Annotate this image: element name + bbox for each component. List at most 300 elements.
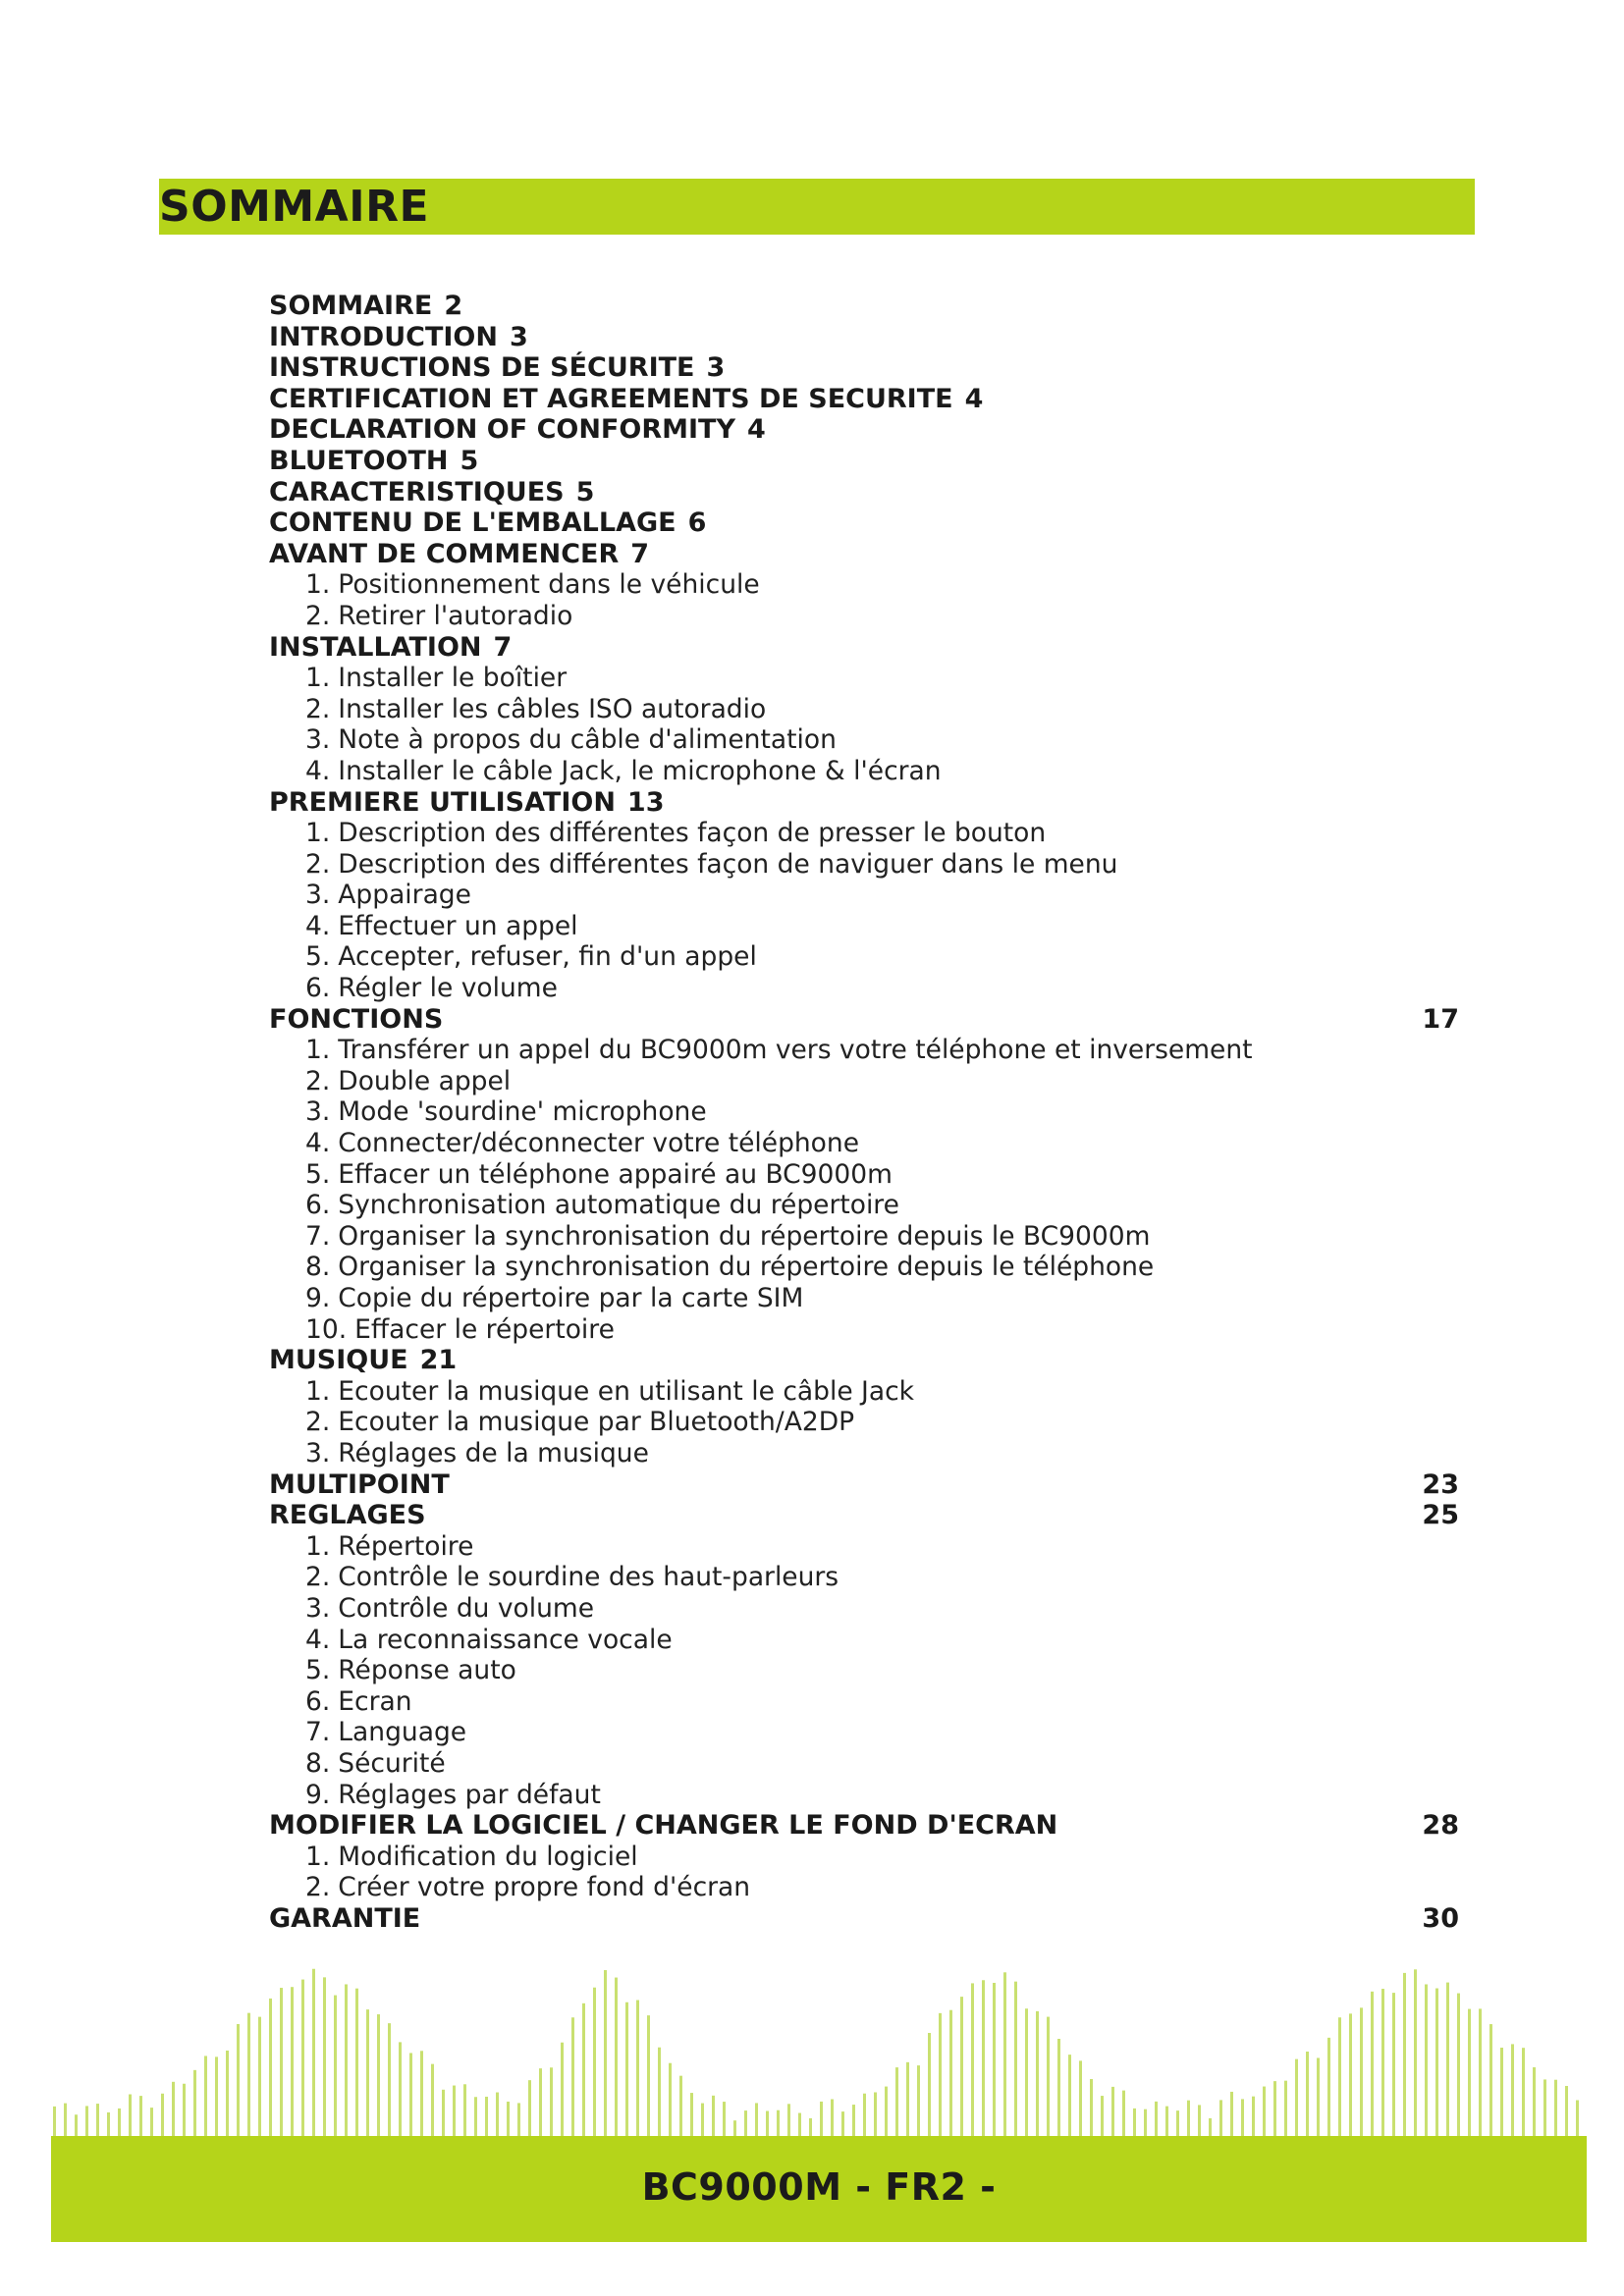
equalizer-bar: [1057, 2039, 1060, 2136]
toc-subitem: [269, 1748, 1459, 1780]
equalizer-bar: [172, 2082, 175, 2136]
toc-section: [269, 384, 1459, 415]
equalizer-bar: [1306, 2052, 1309, 2136]
equalizer-bar: [118, 2109, 121, 2136]
toc-section: [269, 1004, 1459, 1036]
equalizer-bar: [1435, 1989, 1438, 2136]
toc-section: [269, 1469, 1459, 1501]
equalizer-bar: [1133, 2109, 1136, 2136]
equalizer-bar: [215, 2056, 218, 2136]
equalizer-bar: [334, 1996, 337, 2136]
footer-text: BC9000M - FR2 -: [641, 2165, 997, 2209]
toc-subitem-number: 10.: [305, 1313, 348, 1345]
equalizer-bar: [982, 1980, 985, 2136]
equalizer-bar: [593, 1988, 596, 2136]
toc-subitem-label: Description des différentes façon de naviguer dans le menu: [338, 848, 1118, 880]
equalizer-bar: [183, 2084, 186, 2136]
equalizer-bar: [582, 2003, 585, 2136]
equalizer-bar: [1425, 1984, 1428, 2136]
toc-section: [269, 477, 1459, 508]
toc-subitem: [269, 1625, 1459, 1656]
equalizer-bar: [885, 2087, 888, 2136]
equalizer-bar: [528, 2080, 531, 2136]
toc-page-number: 25: [1422, 1500, 1459, 1531]
equalizer-bar: [636, 2001, 639, 2136]
equalizer-bar: [226, 2051, 229, 2136]
toc-subitem: [269, 911, 1459, 942]
toc-subitem-label: Double appel: [338, 1065, 512, 1096]
equalizer-bar: [1198, 2105, 1201, 2136]
toc-section: [269, 507, 1459, 539]
toc-subitem-label: Synchronisation automatique du répertoire: [338, 1190, 899, 1221]
toc-section-title: PREMIERE UTILISATION: [269, 786, 616, 818]
equalizer-bar: [1479, 2008, 1482, 2136]
toc-page-number: 21: [419, 1345, 458, 1376]
toc-page-number: 4: [964, 383, 984, 414]
equalizer-bar: [658, 2048, 661, 2136]
equalizer-bar: [258, 2017, 261, 2136]
equalizer-bar: [1036, 2011, 1039, 2136]
equalizer-bar: [809, 2118, 812, 2136]
equalizer-bar: [906, 2062, 909, 2136]
toc-subitem: [269, 1159, 1459, 1191]
toc-subitem-number: 4.: [305, 1624, 331, 1655]
equalizer-bar: [539, 2068, 542, 2136]
toc-subitem: [269, 1407, 1459, 1438]
equalizer-bar: [193, 2070, 196, 2136]
equalizer-bar: [237, 2024, 240, 2136]
toc-subitem: [269, 1438, 1459, 1469]
equalizer-bar: [960, 1997, 963, 2136]
toc-subitem-number: 3.: [305, 1592, 331, 1624]
toc-subitem: [269, 1686, 1459, 1718]
equalizer-bar: [1273, 2081, 1276, 2136]
toc-subitem-number: 4.: [305, 910, 331, 941]
equalizer-bar: [129, 2095, 132, 2136]
equalizer-bar: [1176, 2110, 1179, 2136]
equalizer-bar: [863, 2094, 866, 2136]
equalizer-bar: [1446, 1983, 1449, 2136]
toc-section: [269, 1810, 1459, 1842]
title-bar: [159, 179, 1475, 235]
toc-subitem-label: Régler le volume: [338, 973, 558, 1004]
toc-section: [269, 322, 1459, 353]
toc-subitem-label: Contrôle le sourdine des haut-parleurs: [338, 1562, 839, 1593]
equalizer-bar: [1025, 2008, 1028, 2136]
toc-subitem-number: 6.: [305, 1190, 331, 1221]
toc-subitem-number: 5.: [305, 1158, 331, 1190]
toc-section-title: SOMMAIRE: [269, 291, 433, 321]
toc-subitem-number: 5.: [305, 1655, 331, 1686]
equalizer-bar: [366, 2009, 369, 2136]
equalizer-bar: [939, 2013, 942, 2136]
toc-subitem-label: Créer votre propre fond d'écran: [338, 1872, 751, 1903]
page-title: SOMMAIRE: [159, 182, 430, 232]
toc-page-number: 30: [1422, 1902, 1459, 1934]
toc-section: [269, 787, 1459, 819]
toc-subitem-label: Réglages par défaut: [338, 1779, 601, 1810]
equalizer-bar: [1349, 2013, 1352, 2136]
equalizer-bar: [96, 2104, 99, 2136]
equalizer-bar: [669, 2063, 672, 2136]
toc-page-number: 17: [1422, 1003, 1459, 1035]
toc-subitem-number: 3.: [305, 724, 331, 756]
equalizer-bar: [1144, 2109, 1147, 2136]
toc-subitem-label: Transférer un appel du BC9000m vers votre téléphone et inversement: [338, 1035, 1253, 1066]
equalizer-bar: [1209, 2118, 1212, 2136]
toc-subitem: [269, 1221, 1459, 1253]
equalizer-bar: [1360, 2007, 1363, 2136]
toc-section-title: INSTRUCTIONS DE SÉCURITE: [269, 352, 695, 384]
toc-subitem-number: 1.: [305, 663, 331, 694]
equalizer-bar: [1554, 2080, 1557, 2136]
equalizer-bar: [1414, 1969, 1417, 2136]
equalizer-bar: [1079, 2060, 1082, 2136]
toc-subitem-number: 1.: [305, 1530, 331, 1562]
toc-section-title: DECLARATION OF CONFORMITY: [269, 414, 736, 446]
equalizer-bar: [1381, 1989, 1384, 2136]
equalizer-bar: [1543, 2079, 1546, 2136]
toc-subitem-number: 6.: [305, 1685, 331, 1717]
equalizer-bar: [1565, 2086, 1568, 2136]
toc-subitem: [269, 1096, 1459, 1128]
toc-subitem-label: La reconnaissance vocale: [338, 1624, 673, 1655]
toc-subitem-number: 3.: [305, 1437, 331, 1468]
toc-subitem-label: Organiser la synchronisation du répertoire depuis le téléphone: [338, 1252, 1155, 1283]
toc-subitem-number: 3.: [305, 1096, 331, 1128]
toc-subitem: [269, 1780, 1459, 1811]
toc-subitem-number: 5.: [305, 941, 331, 973]
toc-subitem: [269, 1376, 1459, 1408]
equalizer-bar: [1576, 2101, 1579, 2136]
equalizer-bar: [161, 2094, 164, 2136]
toc-subitem: [269, 818, 1459, 849]
toc-subitem-label: Installer le boîtier: [338, 663, 568, 694]
toc-section: [269, 632, 1459, 664]
toc-subitem-label: Connecter/déconnecter votre téléphone: [338, 1128, 859, 1159]
equalizer-bar: [474, 2097, 477, 2136]
equalizer-bar: [798, 2113, 801, 2136]
toc-page-number: 7: [493, 631, 513, 663]
equalizer-bar: [1101, 2096, 1104, 2136]
toc-subitem: [269, 1842, 1459, 1873]
toc-subitem-label: Répertoire: [338, 1530, 474, 1562]
toc-subitem: [269, 1190, 1459, 1221]
toc-subitem-label: Réponse auto: [338, 1655, 516, 1686]
equalizer-bar: [85, 2106, 88, 2136]
equalizer-bar: [1219, 2100, 1222, 2136]
toc-section: [269, 291, 1459, 322]
toc-subitem-number: 2.: [305, 1872, 331, 1903]
equalizer-bar: [1155, 2102, 1158, 2136]
equalizer-bar: [1403, 1973, 1406, 2136]
toc-page-number: 4: [747, 414, 766, 446]
equalizer-bar: [345, 1984, 348, 2136]
toc-subitem-label: Accepter, refuser, fin d'un appel: [338, 941, 757, 973]
equalizer-bar: [993, 1983, 996, 2136]
equalizer-bar: [409, 2053, 412, 2136]
toc-subitem-label: Ecouter la musique par Bluetooth/A2DP: [338, 1407, 855, 1438]
toc-subitem-label: Mode 'sourdine' microphone: [338, 1096, 707, 1128]
equalizer-bar: [301, 1980, 304, 2136]
toc-section-title: CARACTERISTIQUES: [269, 476, 565, 507]
equalizer-bar: [1187, 2101, 1190, 2136]
equalizer-bar: [615, 1978, 618, 2136]
equalizer-bar: [453, 2086, 456, 2136]
equalizer-bar: [1511, 2044, 1514, 2136]
toc-subitem-number: 2.: [305, 1065, 331, 1096]
toc-subitem-number: 8.: [305, 1252, 331, 1283]
toc-page-number: 3: [509, 321, 528, 352]
equalizer-bar: [625, 2002, 628, 2136]
equalizer-bar: [971, 1983, 974, 2136]
toc-page-number: 3: [706, 352, 726, 384]
toc-subitem-label: Copie du répertoire par la carte SIM: [338, 1283, 804, 1313]
toc-subitem: [269, 663, 1459, 694]
toc-subitem-number: 1.: [305, 1375, 331, 1407]
toc-section-title: MULTIPOINT: [269, 1468, 450, 1500]
equalizer-bar: [53, 2107, 56, 2136]
equalizer-bar: [561, 2043, 564, 2136]
equalizer-bar: [701, 2104, 704, 2136]
toc-subitem-number: 4.: [305, 1128, 331, 1159]
toc-subitem-label: Installer le câble Jack, le microphone & l'écran: [338, 755, 942, 786]
toc-subitem: [269, 1066, 1459, 1097]
toc-subitem-label: Positionnement dans le véhicule: [338, 569, 760, 601]
toc-subitem-label: Modification du logiciel: [338, 1841, 638, 1872]
toc-page-number: 5: [575, 476, 595, 507]
toc-section: [269, 446, 1459, 477]
toc-subitem: [269, 1562, 1459, 1593]
toc-subitem-number: 1.: [305, 1841, 331, 1872]
toc-section: [269, 1500, 1459, 1531]
toc-subitem: [269, 1128, 1459, 1159]
equalizer-bar: [841, 2111, 844, 2136]
equalizer-bar: [388, 2023, 391, 2136]
toc-page-number: 7: [630, 538, 650, 569]
equalizer-bar: [1090, 2079, 1093, 2136]
toc-section-title: MUSIQUE: [269, 1345, 408, 1376]
toc-section: [269, 414, 1459, 446]
toc-section-title: CERTIFICATION ET AGREEMENTS DE SECURITE: [269, 383, 953, 414]
toc-subitem-number: 7.: [305, 1717, 331, 1748]
toc-subitem-label: Sécurité: [338, 1747, 446, 1779]
equalizer-bar: [1522, 2048, 1525, 2136]
equalizer-bar: [64, 2104, 67, 2136]
equalizer-bar: [323, 1977, 326, 2136]
toc-subitem-number: 7.: [305, 1220, 331, 1252]
equalizer-bar: [1327, 2038, 1330, 2136]
toc-subitem-number: 2.: [305, 848, 331, 880]
equalizer-bar: [777, 2110, 780, 2136]
equalizer-bar: [733, 2120, 736, 2136]
toc-subitem-label: Effectuer un appel: [338, 910, 578, 941]
equalizer-bar: [1263, 2087, 1266, 2136]
equalizer-bar: [571, 2017, 574, 2136]
equalizer-bar: [647, 2015, 650, 2136]
equalizer-bar: [463, 2084, 466, 2136]
equalizer-bar: [1111, 2087, 1114, 2136]
toc-subitem-number: 3.: [305, 880, 331, 911]
toc-subitem: [269, 756, 1459, 787]
equalizer-bar: [1338, 2017, 1341, 2136]
toc-subitem: [269, 1531, 1459, 1563]
toc-subitem-label: Effacer un téléphone appairé au BC9000m: [338, 1158, 893, 1190]
equalizer-bar: [312, 1969, 315, 2136]
equalizer-bar: [744, 2110, 747, 2136]
equalizer-bar: [723, 2102, 726, 2136]
footer-band: [51, 2136, 1587, 2242]
equalizer-bar: [507, 2102, 510, 2136]
toc-section-title: INSTALLATION: [269, 631, 482, 663]
toc-page-number: 5: [460, 445, 479, 476]
equalizer-bar: [1014, 1982, 1017, 2136]
equalizer-bar: [420, 2051, 423, 2136]
toc-page-number: 28: [1422, 1810, 1459, 1842]
toc-subitem-label: Note à propos du câble d'alimentation: [338, 724, 837, 756]
toc-subitem-label: Appairage: [338, 880, 471, 911]
equalizer-bar: [247, 2013, 250, 2136]
toc-subitem-label: Description des différentes façon de presser le bouton: [338, 818, 1047, 849]
equalizer-bar: [1252, 2097, 1255, 2136]
equalizer-bar: [1284, 2081, 1287, 2136]
toc-subitem: [269, 1655, 1459, 1686]
toc-section-title: FONCTIONS: [269, 1003, 444, 1035]
equalizer-bar: [787, 2104, 790, 2136]
equalizer-bar: [1230, 2092, 1233, 2136]
equalizer-bar: [1392, 1993, 1395, 2136]
toc-subitem-label: Ecran: [338, 1685, 412, 1717]
toc-section-title: CONTENU DE L'EMBALLAGE: [269, 507, 677, 539]
equalizer-bar: [831, 2100, 834, 2136]
toc-subitem-label: Organiser la synchronisation du répertoire depuis le BC9000m: [338, 1220, 1151, 1252]
toc-subitem-label: Effacer le répertoire: [354, 1313, 615, 1345]
toc-subitem: [269, 849, 1459, 881]
equalizer-bar: [1489, 2024, 1492, 2136]
toc-subitem-label: Installer les câbles ISO autoradio: [338, 693, 767, 724]
toc-subitem-label: Language: [338, 1717, 467, 1748]
equalizer-bar: [280, 1988, 283, 2136]
equalizer-bar: [1241, 2099, 1244, 2136]
equalizer-bar: [1371, 1992, 1374, 2136]
equalizer-bar: [1533, 2067, 1536, 2136]
toc-subitem: [269, 1872, 1459, 1903]
toc-section-title: MODIFIER LA LOGICIEL / CHANGER LE FOND D'ECRAN: [269, 1810, 1058, 1842]
equalizer-bar: [1068, 2055, 1071, 2136]
toc-subitem: [269, 1717, 1459, 1748]
toc-subitem: [269, 1593, 1459, 1625]
toc-subitem-number: 1.: [305, 569, 331, 601]
equalizer-bar: [1500, 2048, 1503, 2136]
toc-subitem: [269, 724, 1459, 756]
toc-subitem-label: Ecouter la musique en utilisant le câble Jack: [338, 1375, 915, 1407]
equalizer-bar: [852, 2105, 855, 2136]
equalizer-bar: [139, 2096, 142, 2136]
toc-subitem: [269, 1314, 1459, 1346]
equalizer-bar: [377, 2014, 380, 2136]
toc-section-title: BLUETOOTH: [269, 445, 449, 476]
toc-subitem-label: Retirer l'autoradio: [338, 600, 573, 631]
toc-subitem-number: 2.: [305, 600, 331, 631]
equalizer-bar: [949, 2010, 952, 2136]
toc-section: [269, 1903, 1459, 1935]
toc-subitem: [269, 1252, 1459, 1283]
toc-subitem: [269, 1283, 1459, 1314]
equalizer-bar: [496, 2093, 499, 2136]
equalizer-bar: [755, 2103, 758, 2136]
toc-subitem: [269, 694, 1459, 725]
equalizer-bar: [75, 2114, 78, 2136]
toc-subitem-number: 2.: [305, 1562, 331, 1593]
equalizer-bar: [355, 1989, 358, 2136]
toc-subitem: [269, 601, 1459, 632]
equalizer-bar: [291, 1987, 294, 2136]
equalizer-bar: [399, 2042, 402, 2136]
equalizer-bar: [895, 2067, 898, 2136]
equalizer-bar: [485, 2097, 488, 2136]
equalizer-bar: [712, 2096, 715, 2136]
toc-page-number: 2: [444, 291, 463, 321]
table-of-contents: [269, 291, 1459, 1934]
toc-section: [269, 539, 1459, 570]
equalizer-bar: [442, 2090, 445, 2136]
toc-subitem: [269, 569, 1459, 601]
toc-subitem-number: 9.: [305, 1283, 331, 1313]
equalizer-bar: [604, 1970, 607, 2136]
equalizer-bar: [928, 2033, 931, 2136]
toc-subitem-label: Contrôle du volume: [338, 1592, 595, 1624]
equalizer-bar: [766, 2111, 769, 2136]
toc-subitem: [269, 973, 1459, 1004]
toc-subitem: [269, 941, 1459, 973]
equalizer-bar: [269, 1999, 272, 2136]
equalizer-bar: [550, 2067, 553, 2136]
toc-subitem-number: 1.: [305, 1035, 331, 1066]
equalizer-bar: [1468, 2009, 1471, 2136]
toc-page-number: 6: [687, 507, 707, 539]
equalizer-bar: [204, 2056, 207, 2136]
toc-subitem-number: 8.: [305, 1747, 331, 1779]
equalizer-bar: [874, 2092, 877, 2136]
toc-section: [269, 1345, 1459, 1376]
toc-subitem-number: 4.: [305, 755, 331, 786]
equalizer-bar: [517, 2103, 520, 2136]
toc-section-title: GARANTIE: [269, 1902, 421, 1934]
toc-section-title: AVANT DE COMMENCER: [269, 538, 620, 569]
toc-section: [269, 352, 1459, 384]
equalizer-decoration: [0, 1953, 1624, 2140]
equalizer-bar: [917, 2065, 920, 2136]
equalizer-bar: [1003, 1972, 1006, 2136]
equalizer-bar: [679, 2076, 682, 2136]
toc-subitem-number: 2.: [305, 1407, 331, 1438]
toc-section-title: REGLAGES: [269, 1500, 426, 1531]
toc-subitem: [269, 880, 1459, 911]
equalizer-bar: [820, 2102, 823, 2136]
equalizer-bar: [1122, 2091, 1125, 2136]
equalizer-bar: [690, 2093, 693, 2136]
equalizer-bar: [1457, 1994, 1460, 2136]
toc-subitem-number: 6.: [305, 973, 331, 1004]
equalizer-bar: [1295, 2059, 1298, 2136]
equalizer-bar: [1317, 2057, 1320, 2136]
equalizer-bar: [107, 2112, 110, 2136]
toc-subitem-number: 2.: [305, 693, 331, 724]
toc-page-number: 23: [1422, 1468, 1459, 1500]
toc-subitem: [269, 1035, 1459, 1066]
toc-page-number: 13: [626, 786, 665, 818]
toc-section-title: INTRODUCTION: [269, 321, 498, 352]
